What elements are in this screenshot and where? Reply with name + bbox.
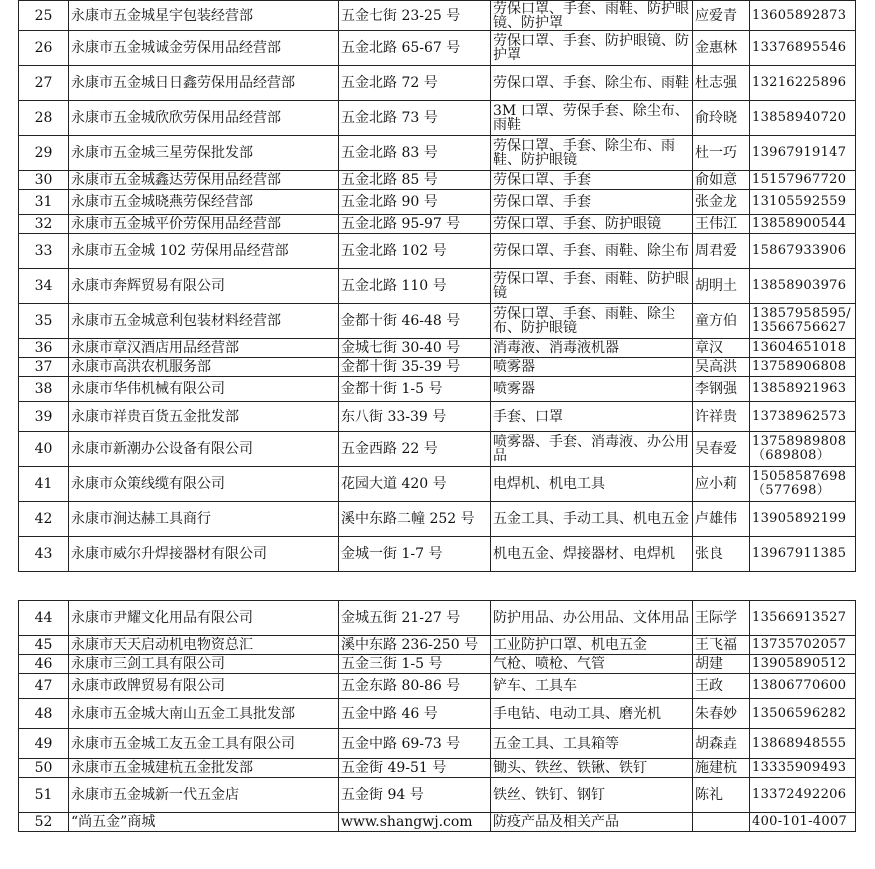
phone-number: 13758906808 [750,358,856,377]
merchant-name: 永康市五金城星宇包装经营部 [69,1,339,31]
contact-person: 朱春妙 [693,699,750,729]
phone-number: 13566913527 [750,601,856,636]
products: 劳保口罩、手套、雨鞋、防护眼镜 [491,269,693,304]
row-number: 44 [19,601,69,636]
merchant-name: 永康市五金城晓燕劳保经营部 [69,190,339,215]
table-row [19,215,856,234]
table-row [19,432,856,467]
products: 喷雾器 [491,377,693,402]
address: 金都十街 35-39 号 [339,358,491,377]
phone-number: 13858900544 [750,215,856,234]
products: 3M 口罩、劳保手套、除尘布、雨鞋 [491,101,693,136]
merchant-table-2-body [19,601,856,832]
merchant-name: 永康市华伟机械有限公司 [69,377,339,402]
products: 劳保口罩、手套、防护眼镜、防护罩 [491,31,693,66]
merchant-name: 永康市威尔升焊接器材有限公司 [69,537,339,572]
contact-person: 胡建 [693,655,750,674]
contact-person: 金惠林 [693,31,750,66]
address: 五金北路 83 号 [339,136,491,171]
table-row [19,813,856,832]
contact-person: 应小莉 [693,467,750,502]
contact-person: 王际学 [693,601,750,636]
phone-number: 13216225896 [750,66,856,101]
products: 工业防护口罩、机电五金 [491,636,693,655]
merchant-name: 永康市五金城三星劳保批发部 [69,136,339,171]
contact-person: 童方伯 [693,304,750,339]
row-number: 27 [19,66,69,101]
row-number: 42 [19,502,69,537]
address: 五金三街 1-5 号 [339,655,491,674]
row-number: 29 [19,136,69,171]
phone-number: 13858921963 [750,377,856,402]
contact-person: 胡明土 [693,269,750,304]
table-row [19,601,856,636]
address: 五金北路 102 号 [339,234,491,269]
merchant-name: 永康市五金城 102 劳保用品经营部 [69,234,339,269]
table-row [19,234,856,269]
phone-number: 13967911385 [750,537,856,572]
merchant-name: 永康市五金城工友五金工具有限公司 [69,729,339,759]
contact-person: 杜志强 [693,66,750,101]
phone-number: 13857958595/13566756627 [750,304,856,339]
table-row [19,358,856,377]
contact-person: 吴高洪 [693,358,750,377]
row-number: 48 [19,699,69,729]
products: 劳保口罩、手套、除尘布、雨鞋、防护眼镜 [491,136,693,171]
address: 溪中东路 236-250 号 [339,636,491,655]
products: 劳保口罩、手套、防护眼镜 [491,215,693,234]
merchant-name: 永康市五金城新一代五金店 [69,778,339,813]
merchant-name: 永康市三剑工具有限公司 [69,655,339,674]
products: 锄头、铁丝、铁锹、铁钉 [491,759,693,778]
address: 金都十街 1-5 号 [339,377,491,402]
address: 五金北路 72 号 [339,66,491,101]
merchant-name: 永康市五金城诚金劳保用品经营部 [69,31,339,66]
merchant-name: 永康市新潮办公设备有限公司 [69,432,339,467]
table-row [19,269,856,304]
merchant-name: 永康市章汉酒店用品经营部 [69,339,339,358]
row-number: 51 [19,778,69,813]
phone-number: 13376895546 [750,31,856,66]
table-row [19,674,856,699]
products: 电焊机、机电工具 [491,467,693,502]
merchant-name: “尚五金”商城 [69,813,339,832]
contact-person: 张金龙 [693,190,750,215]
merchant-table-1 [18,0,856,572]
row-number: 41 [19,467,69,502]
products: 气枪、喷枪、气管 [491,655,693,674]
contact-person: 俞玲晓 [693,101,750,136]
contact-person: 胡森垚 [693,729,750,759]
merchant-name: 永康市奔辉贸易有限公司 [69,269,339,304]
products: 手电钻、电动工具、磨光机 [491,699,693,729]
table-row [19,699,856,729]
contact-person: 章汉 [693,339,750,358]
row-number: 31 [19,190,69,215]
row-number: 38 [19,377,69,402]
address: 溪中东路二幢 252 号 [339,502,491,537]
merchant-name: 永康市五金城日日鑫劳保用品经营部 [69,66,339,101]
address: www.shangwj.com [339,813,491,832]
contact-person [693,813,750,832]
address: 五金北路 90 号 [339,190,491,215]
row-number: 26 [19,31,69,66]
contact-person: 卢雄伟 [693,502,750,537]
row-number: 33 [19,234,69,269]
table-row [19,136,856,171]
products: 劳保口罩、手套 [491,171,693,190]
products: 劳保口罩、手套、雨鞋、除尘布、防护眼镜 [491,304,693,339]
address: 花园大道 420 号 [339,467,491,502]
row-number: 40 [19,432,69,467]
contact-person: 施建杭 [693,759,750,778]
address: 五金北路 65-67 号 [339,31,491,66]
address: 五金北路 110 号 [339,269,491,304]
contact-person: 周君爱 [693,234,750,269]
contact-person: 王飞福 [693,636,750,655]
row-number: 47 [19,674,69,699]
table-row [19,190,856,215]
phone-number: 13905890512 [750,655,856,674]
merchant-name: 永康市政牌贸易有限公司 [69,674,339,699]
address: 金城一街 1-7 号 [339,537,491,572]
address: 五金北路 85 号 [339,171,491,190]
products: 机电五金、焊接器材、电焊机 [491,537,693,572]
products: 劳保口罩、手套、除尘布、雨鞋 [491,66,693,101]
address: 五金中路 69-73 号 [339,729,491,759]
table-row [19,729,856,759]
products: 喷雾器 [491,358,693,377]
address: 五金街 94 号 [339,778,491,813]
products: 手套、口罩 [491,402,693,432]
table-row [19,339,856,358]
phone-number: 15867933906 [750,234,856,269]
address: 东八街 33-39 号 [339,402,491,432]
phone-number: 13758989808（689808） [750,432,856,467]
table-row [19,655,856,674]
merchant-name: 永康市五金城欣欣劳保用品经营部 [69,101,339,136]
products: 喷雾器、手套、消毒液、办公用品 [491,432,693,467]
address: 金城五街 21-27 号 [339,601,491,636]
phone-number: 15157967720 [750,171,856,190]
table-row [19,1,856,31]
table-row [19,537,856,572]
row-number: 35 [19,304,69,339]
contact-person: 陈礼 [693,778,750,813]
merchant-name: 永康市五金城大南山五金工具批发部 [69,699,339,729]
phone-number: 13967919147 [750,136,856,171]
table-row [19,636,856,655]
address: 五金七街 23-25 号 [339,1,491,31]
row-number: 39 [19,402,69,432]
table-row [19,402,856,432]
table-row [19,66,856,101]
merchant-table-2 [18,600,856,832]
merchant-table-1-body [19,1,856,572]
row-number: 25 [19,1,69,31]
merchant-name: 永康市五金城鑫达劳保用品经营部 [69,171,339,190]
contact-person: 吴春爱 [693,432,750,467]
table-row [19,31,856,66]
table-row [19,377,856,402]
address: 五金北路 95-97 号 [339,215,491,234]
products: 防护用品、办公用品、文体用品 [491,601,693,636]
merchant-name: 永康市高洪农机服务部 [69,358,339,377]
address: 金都十街 46-48 号 [339,304,491,339]
phone-number: 13868948555 [750,729,856,759]
row-number: 50 [19,759,69,778]
row-number: 49 [19,729,69,759]
table-row [19,778,856,813]
products: 劳保口罩、手套、雨鞋、除尘布 [491,234,693,269]
row-number: 52 [19,813,69,832]
phone-number: 13605892873 [750,1,856,31]
table-row [19,502,856,537]
address: 五金东路 80-86 号 [339,674,491,699]
products: 劳保口罩、手套、雨鞋、防护眼镜、防护罩 [491,1,693,31]
address: 五金街 49-51 号 [339,759,491,778]
merchant-name: 永康市五金城意利包装材料经营部 [69,304,339,339]
phone-number: 13806770600 [750,674,856,699]
row-number: 36 [19,339,69,358]
contact-person: 许祥贵 [693,402,750,432]
contact-person: 王伟江 [693,215,750,234]
merchant-name: 永康市五金城平价劳保用品经营部 [69,215,339,234]
row-number: 45 [19,636,69,655]
row-number: 34 [19,269,69,304]
phone-number: 13905892199 [750,502,856,537]
contact-person: 张良 [693,537,750,572]
address: 金城七街 30-40 号 [339,339,491,358]
phone-number: 13506596282 [750,699,856,729]
products: 消毒液、消毒液机器 [491,339,693,358]
table-row [19,171,856,190]
phone-number: 13858903976 [750,269,856,304]
phone-number: 13372492206 [750,778,856,813]
products: 防疫产品及相关产品 [491,813,693,832]
phone-number: 13858940720 [750,101,856,136]
phone-number: 13335909493 [750,759,856,778]
phone-number: 13604651018 [750,339,856,358]
merchant-name: 永康市祥贵百货五金批发部 [69,402,339,432]
phone-number: 13105592559 [750,190,856,215]
contact-person: 李钢强 [693,377,750,402]
merchant-name: 永康市众策线缆有限公司 [69,467,339,502]
phone-number: 15058587698（577698） [750,467,856,502]
address: 五金西路 22 号 [339,432,491,467]
address: 五金中路 46 号 [339,699,491,729]
contact-person: 杜一巧 [693,136,750,171]
phone-number: 400-101-4007 [750,813,856,832]
contact-person: 王政 [693,674,750,699]
row-number: 43 [19,537,69,572]
merchant-name: 永康市尹耀文化用品有限公司 [69,601,339,636]
merchant-name: 永康市天天启动机电物资总汇 [69,636,339,655]
row-number: 37 [19,358,69,377]
table-row [19,304,856,339]
products: 铁丝、铁钉、钢钉 [491,778,693,813]
products: 五金工具、手动工具、机电五金 [491,502,693,537]
row-number: 28 [19,101,69,136]
merchant-name: 永康市五金城建杭五金批发部 [69,759,339,778]
row-number: 46 [19,655,69,674]
phone-number: 13738962573 [750,402,856,432]
row-number: 32 [19,215,69,234]
phone-number: 13735702057 [750,636,856,655]
table-row [19,467,856,502]
row-number: 30 [19,171,69,190]
products: 五金工具、工具箱等 [491,729,693,759]
table-row [19,101,856,136]
address: 五金北路 73 号 [339,101,491,136]
products: 劳保口罩、手套 [491,190,693,215]
contact-person: 应爱青 [693,1,750,31]
table-row [19,759,856,778]
merchant-name: 永康市涧达赫工具商行 [69,502,339,537]
contact-person: 俞如意 [693,171,750,190]
products: 铲车、工具车 [491,674,693,699]
